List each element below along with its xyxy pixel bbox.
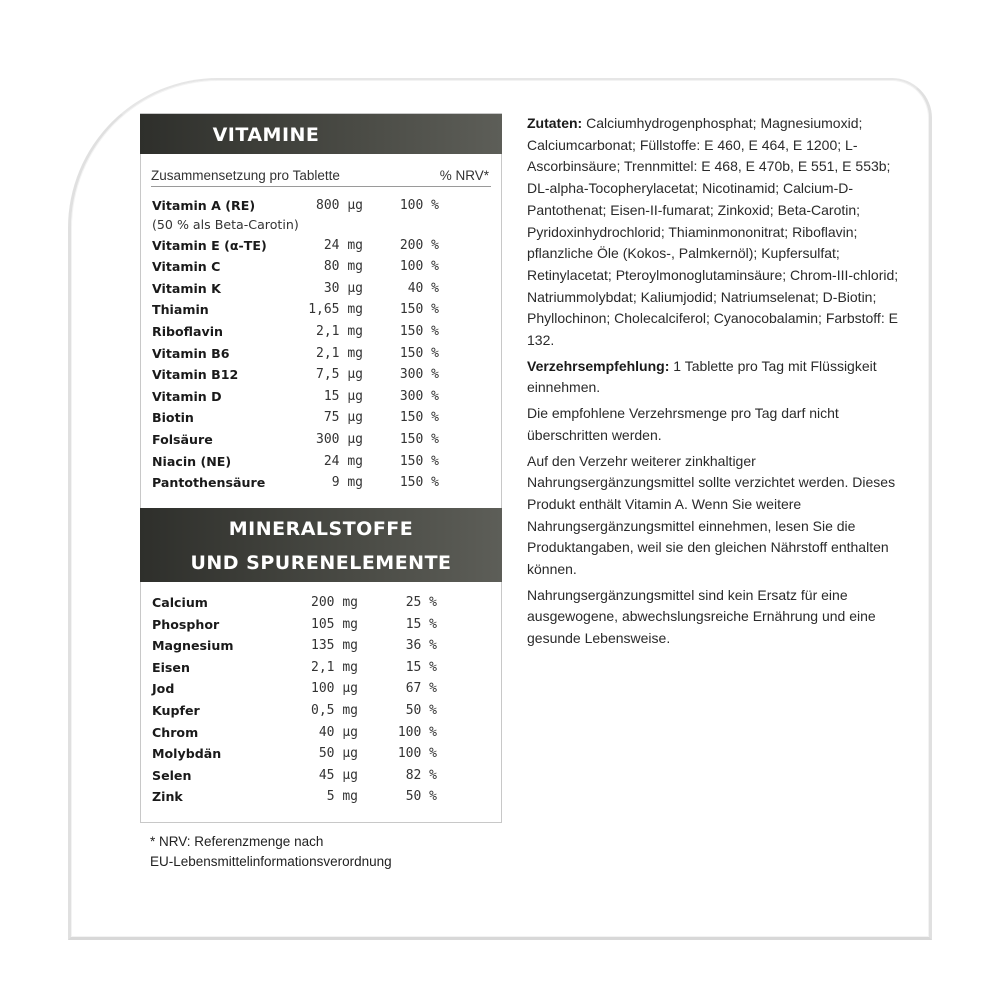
- nutrient-nrv: 100 %: [399, 259, 439, 275]
- vitamin-a-note: (50 % als Beta-Carotin): [152, 216, 299, 232]
- ingredients-column: [527, 113, 912, 654]
- nutrient-amount: 800 µg: [316, 198, 363, 213]
- table-row: [152, 343, 491, 365]
- nutrition-table: [140, 113, 502, 823]
- nutrient-nrv: 50 %: [405, 702, 437, 718]
- nutrient-nrv: 100 %: [397, 724, 437, 740]
- verzehr-paragraph: [527, 356, 912, 399]
- nutrient-name: Biotin: [152, 410, 194, 426]
- nutrient-amount: 300 µg: [316, 431, 363, 447]
- nutrient-name: Jod: [152, 681, 175, 697]
- nutrient-name: Kupfer: [152, 702, 200, 718]
- verzehr-text: 1 Tablette pro Tag mit Flüssigkeit einnehmen.: [527, 357, 877, 396]
- nrv-footnote: [150, 832, 392, 872]
- nutrient-nrv: 36 %: [405, 638, 437, 654]
- nutrient-nrv: 200 %: [399, 237, 439, 253]
- nutrient-amount: 1,65 mg: [308, 302, 363, 318]
- table-row: [152, 657, 491, 679]
- table-row: [152, 235, 491, 257]
- nutrient-nrv: 40 %: [407, 280, 439, 296]
- table-row: [152, 635, 491, 657]
- nutrient-amount: 7,5 µg: [316, 367, 363, 383]
- nutrient-nrv: 15 %: [405, 616, 437, 632]
- nutrient-amount: 135 mg: [311, 638, 358, 654]
- nutrient-amount: 40 µg: [318, 724, 358, 740]
- nutrient-nrv: 25 %: [405, 595, 437, 610]
- mineral-rows: [152, 592, 491, 808]
- nutrient-name: Selen: [152, 767, 192, 783]
- nutrient-name: Pantothensäure: [152, 475, 266, 491]
- nrv-header: % NRV*: [439, 168, 489, 183]
- table-row: [152, 700, 491, 722]
- table-row: [152, 429, 491, 451]
- table-row: [152, 786, 491, 808]
- nutrient-nrv: 50 %: [405, 789, 437, 805]
- footnote-line1: * NRV: Referenzmenge nach: [150, 834, 324, 849]
- nutrient-name: Magnesium: [152, 638, 234, 654]
- nutrient-amount: 30 µg: [323, 280, 363, 296]
- table-row: [152, 299, 491, 321]
- table-row: [152, 614, 491, 636]
- nutrient-amount: 105 mg: [311, 616, 358, 632]
- table-row: [152, 743, 491, 765]
- nutrient-nrv: 300 %: [399, 388, 439, 404]
- nutrient-name: Calcium: [152, 595, 208, 610]
- nutrient-amount: 45 µg: [318, 767, 358, 783]
- nutrient-amount: 15 µg: [323, 388, 363, 404]
- nutrient-nrv: 67 %: [405, 681, 437, 697]
- nutrient-nrv: 82 %: [405, 767, 437, 783]
- nutrient-nrv: 150 %: [399, 453, 439, 469]
- nutrient-name: Eisen: [152, 659, 190, 675]
- table-row: [152, 386, 491, 408]
- nutrient-amount: 5 mg: [326, 789, 358, 805]
- nutrient-name: Thiamin: [152, 302, 209, 318]
- nutrient-nrv: 100 %: [399, 198, 439, 213]
- table-row: [152, 722, 491, 744]
- table-row: [152, 364, 491, 386]
- nutrient-nrv: 15 %: [405, 659, 437, 675]
- vitamin-rows: [152, 195, 491, 494]
- nutrient-amount: 80 mg: [323, 259, 363, 275]
- nutrient-amount: 2,1 mg: [316, 323, 363, 339]
- nutrient-amount: 24 mg: [323, 453, 363, 469]
- nutrient-nrv: 150 %: [399, 323, 439, 339]
- nutrient-nrv: 150 %: [399, 475, 439, 491]
- nutrient-name: Phosphor: [152, 616, 220, 632]
- nutrient-name: Vitamin C: [152, 259, 221, 275]
- nutrient-name: Folsäure: [152, 431, 213, 447]
- table-row: [152, 407, 491, 429]
- zutaten-label: Zutaten:: [527, 115, 583, 131]
- zutaten-paragraph: [527, 113, 912, 352]
- nutrient-name: Vitamin E (α-TE): [152, 237, 267, 253]
- nutrient-name: Vitamin B6: [152, 345, 230, 361]
- nutrient-amount: 75 µg: [323, 410, 363, 426]
- nutrient-nrv: 300 %: [399, 367, 439, 383]
- nutrient-name: Vitamin B12: [152, 367, 239, 383]
- nutrient-nrv: 150 %: [399, 302, 439, 318]
- nutrient-amount: 0,5 mg: [311, 702, 358, 718]
- verzehr-label: Verzehrsempfehlung:: [527, 357, 670, 374]
- nutrient-name: Niacin (NE): [152, 453, 232, 469]
- zutaten-text: Calciumhydrogenphosphat; Magnesiumoxid; Calciumcarbonat; Füllstoffe: E 460, E 464, E 1200; L-Ascorbinsäure; Trennmittel: E 468, E 470b, E 551, E 553b; DL-alpha-Tocopherylacetat; Nicotinamid; Calcium-D-Pantothenat; Eisen-II-fumarat; Zinkoxid; Beta-Carotin; Pyridoxinhydrochlorid; Thiaminmononitrat; Riboflavin; pflanzliche Öle (Kokos-, Palmkernöl); Kupfersulfat; Retinylacetat; Pteroylmonoglutaminsäure; Chrom-III-chlorid; Natriummolybdat; Kaliumjodid; Natriumselenat; D-Biotin; Phyllochinon; Cholecalciferol; Cyanocobalamin; Farbstoff: E 132.: [527, 115, 899, 349]
- nutrient-nrv: 150 %: [399, 345, 439, 361]
- nutrient-amount: 9 mg: [331, 475, 363, 491]
- nutrient-amount: 24 mg: [323, 237, 363, 253]
- nutrient-name: Vitamin K: [152, 280, 221, 296]
- table-row: [152, 451, 491, 473]
- table-row: [152, 765, 491, 787]
- mineralstoffe-title-line2: UND SPURENELEMENTE: [190, 552, 452, 574]
- table-row: [152, 256, 491, 278]
- nutrient-amount: 2,1 mg: [316, 345, 363, 361]
- nutrient-name: Vitamin A (RE): [152, 198, 256, 213]
- table-row: [152, 278, 491, 300]
- nutrient-nrv: 150 %: [399, 431, 439, 447]
- dosage-warning: Die empfohlene Verzehrsmenge pro Tag darf nicht überschritten werden.: [527, 405, 839, 443]
- nutrient-amount: 100 µg: [311, 681, 358, 697]
- nutrient-name: Molybdän: [152, 746, 222, 762]
- table-row: [152, 321, 491, 343]
- table-row: [152, 472, 491, 494]
- nutrient-name: Zink: [152, 789, 183, 805]
- nutrient-name: Vitamin D: [152, 388, 222, 404]
- table-column-header: [151, 168, 491, 187]
- mineralstoffe-title-line1: MINERALSTOFFE: [228, 518, 414, 540]
- nutrient-name: Riboflavin: [152, 323, 224, 339]
- nutrient-nrv: 150 %: [399, 410, 439, 426]
- table-row: [152, 592, 491, 614]
- table-row: [152, 195, 491, 217]
- vitamine-header: VITAMINE: [140, 114, 502, 154]
- composition-header: Zusammensetzung pro Tablette: [151, 168, 340, 183]
- zinc-vitamin-a-warning: Auf den Verzehr weiterer zinkhaltiger Nahrungsergänzungsmittel sollte verzichtet werden. Dieses Produkt enthält Vitamin A. Wenn Sie weitere Nahrungsergänzungsmittel einnehmen, lesen Sie die Produktangaben, weil sie den gleichen Nährstoff enthalten können.: [527, 452, 896, 578]
- nutrient-name: Chrom: [152, 724, 199, 740]
- diet-disclaimer: Nahrungsergänzungsmittel sind kein Ersatz für eine ausgewogene, abwechslungsreiche Ernährung und eine gesunde Lebensweise.: [527, 586, 876, 647]
- nutrient-amount: 2,1 mg: [311, 659, 358, 675]
- nutrient-amount: 50 µg: [318, 746, 358, 762]
- table-row: [152, 678, 491, 700]
- nutrient-nrv: 100 %: [397, 746, 437, 762]
- footnote-line2: EU-Lebensmittelinformationsverordnung: [150, 854, 392, 869]
- mineralstoffe-header: [140, 508, 502, 582]
- nutrient-amount: 200 mg: [311, 595, 358, 610]
